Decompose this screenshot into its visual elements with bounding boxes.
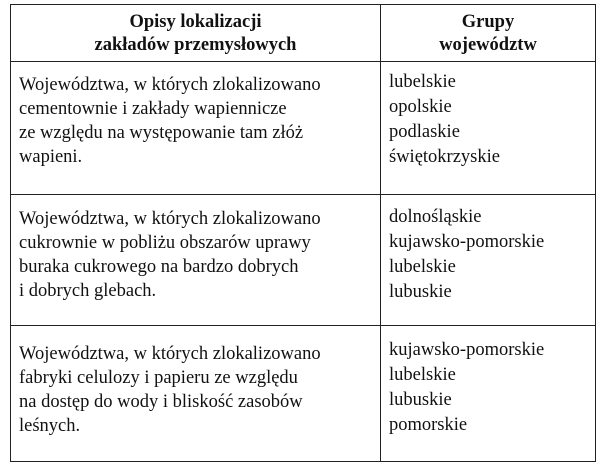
description-line: buraka cukrowego na bardzo dobrych bbox=[19, 257, 299, 277]
description-line: wapieni. bbox=[19, 147, 83, 167]
industry-location-table bbox=[10, 4, 596, 462]
voivodeship-item: kujawsko-pomorskie bbox=[389, 340, 545, 360]
row-1-description bbox=[19, 73, 375, 169]
row-2-groups bbox=[389, 205, 589, 305]
row-divider bbox=[11, 325, 595, 326]
header-divider bbox=[11, 61, 595, 62]
description-line: Województwa, w których zlokalizowano bbox=[19, 209, 321, 229]
description-line: cementownie i zakłady wapiennicze bbox=[19, 99, 287, 119]
row-3-description bbox=[19, 342, 375, 438]
header-groups-line-1: Grupy bbox=[461, 12, 515, 32]
row-2-description bbox=[19, 207, 375, 303]
header-groups-line-2: województw bbox=[439, 35, 537, 55]
description-line: na dostęp do wody i bliskość zasobów bbox=[19, 392, 303, 412]
voivodeship-item: lubuskie bbox=[389, 390, 452, 410]
voivodeship-item: lubelskie bbox=[389, 365, 456, 385]
voivodeship-item: lubelskie bbox=[389, 72, 456, 92]
description-line: cukrownie w pobliżu obszarów uprawy bbox=[19, 233, 311, 253]
voivodeship-item: kujawsko-pomorskie bbox=[389, 232, 545, 252]
voivodeship-item: podlaskie bbox=[389, 122, 460, 142]
voivodeship-item: lubuskie bbox=[389, 282, 452, 302]
description-line: i dobrych glebach. bbox=[19, 281, 157, 301]
description-line: leśnych. bbox=[19, 416, 81, 436]
row-divider bbox=[11, 194, 595, 195]
column-divider bbox=[380, 5, 381, 461]
voivodeship-item: dolnośląskie bbox=[389, 207, 482, 227]
header-descriptions bbox=[11, 11, 380, 57]
description-line: Województwa, w których zlokalizowano bbox=[19, 75, 321, 95]
description-line: ze względu na występowanie tam złóż bbox=[19, 123, 304, 143]
row-1-groups bbox=[389, 70, 589, 170]
row-3-groups bbox=[389, 338, 589, 438]
voivodeship-item: lubelskie bbox=[389, 257, 456, 277]
voivodeship-item: świętokrzyskie bbox=[389, 147, 500, 167]
description-line: Województwa, w których zlokalizowano bbox=[19, 344, 321, 364]
description-line: fabryki celulozy i papieru ze względu bbox=[19, 368, 298, 388]
voivodeship-item: pomorskie bbox=[389, 415, 468, 435]
voivodeship-item: opolskie bbox=[389, 97, 452, 117]
header-descriptions-line-1: Opisy lokalizacji bbox=[129, 12, 262, 32]
header-descriptions-line-2: zakładów przemysłowych bbox=[94, 35, 297, 55]
header-groups bbox=[381, 11, 595, 57]
